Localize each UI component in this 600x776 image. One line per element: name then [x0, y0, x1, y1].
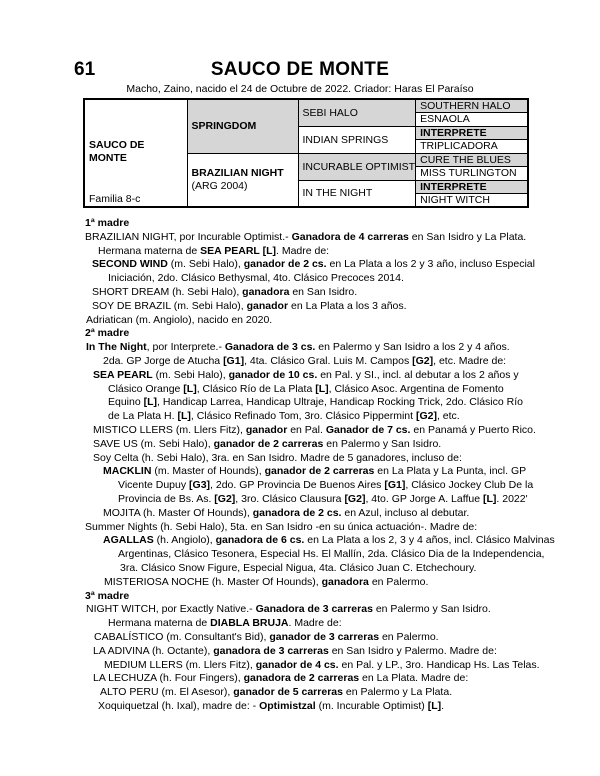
- text-segment: en Pal. y SI., incl. al debutar a los 2 años y: [317, 368, 519, 381]
- text-segment: ganadora: [321, 575, 369, 588]
- text-segment: ganador de 10 cs.: [228, 368, 318, 381]
- text-segment: . 2022': [496, 492, 528, 505]
- family-label: Familia 8-c: [89, 193, 141, 205]
- text-segment: LA LECHUZA (h. Four Fingers),: [93, 672, 244, 685]
- text-segment: (m. Master of Hounds),: [151, 465, 265, 478]
- text-segment: en Palermo y La Plata.: [342, 686, 453, 699]
- text-segment: Ganador de 7 cs.: [325, 423, 411, 436]
- pedigree-line: [85, 521, 600, 535]
- pedigree-line: [118, 548, 600, 562]
- pedigree-line: [118, 493, 600, 507]
- text-segment: , 4ta. Clásico Gral. Luis M. Campos: [244, 354, 413, 367]
- grandparent-cell: SEBI HALO: [298, 99, 416, 126]
- text-segment: , Handicap Larrea, Handicap Ultraje, Handicap Rocking Trick, 2do. Clásico Río: [157, 396, 523, 409]
- pedigree-line: [103, 465, 600, 479]
- pedigree-line: [98, 245, 600, 259]
- text-segment: SAVE US (m. Sebi Halo),: [93, 437, 214, 450]
- text-segment: . Madre de:: [288, 617, 342, 630]
- text-segment: en Palermo.: [368, 575, 429, 588]
- pedigree-text: [0, 217, 600, 714]
- text-segment: [L]: [315, 382, 329, 395]
- pedigree-line: [108, 410, 600, 424]
- text-segment: 2da. GP Jorge de Atucha: [103, 354, 224, 367]
- text-segment: BRAZILIAN NIGHT, por Incurable Optimist.-: [85, 230, 292, 243]
- text-segment: de La Plata H.: [108, 410, 178, 423]
- dam-cell: [187, 153, 298, 207]
- pedigree-line: [120, 562, 600, 576]
- grandparent-cell: IN THE NIGHT: [298, 180, 416, 207]
- text-segment: , etc.: [436, 410, 460, 423]
- pedigree-line: [85, 217, 600, 231]
- page-header: [0, 59, 600, 82]
- text-segment: , por Interprete.-: [146, 341, 225, 354]
- text-segment: AGALLAS: [103, 534, 154, 547]
- text-segment: (m. Sebi Halo),: [152, 368, 229, 381]
- grandparent-cell: INDIAN SPRINGS: [298, 126, 416, 153]
- pedigree-table: [83, 98, 529, 208]
- pedigree-line: [94, 631, 600, 645]
- pedigree-line: [103, 355, 600, 369]
- great-grandparent-cell: CURE THE BLUES: [416, 153, 528, 167]
- text-segment: en La Plata a los 2 y 3 año, incluso Especial: [326, 258, 535, 271]
- pedigree-line: [86, 314, 600, 328]
- text-segment: 3ra. Clásico Snow Figure, Especial Nigua, 4ta. Clásico Juan C. Etchechoury.: [120, 561, 477, 574]
- text-segment: Equino: [108, 396, 144, 409]
- lot-number: 61: [74, 59, 96, 80]
- dam-detail: (ARG 2004): [191, 179, 248, 192]
- pedigree-line: [100, 686, 600, 700]
- text-segment: ganadora de 6 cs.: [215, 534, 305, 547]
- pedigree-line: [93, 424, 600, 438]
- pedigree-line: [85, 590, 600, 604]
- text-segment: , 4to. GP Jorge A. Laffue: [365, 492, 483, 505]
- text-segment: , Clásico Asoc. Argentina de Fomento: [328, 382, 504, 395]
- pedigree-line: [108, 617, 600, 631]
- pedigree-line: [93, 369, 600, 383]
- pedigree-line: [104, 576, 600, 590]
- sire-cell: SPRINGDOM: [187, 99, 298, 153]
- text-segment: MEDIUM LLERS (m. Llers Fitz),: [104, 658, 256, 671]
- text-segment: Clásico Orange: [108, 382, 184, 395]
- text-segment: , Clásico Río de La Plata: [196, 382, 316, 395]
- text-segment: [L]: [177, 410, 191, 423]
- text-segment: [G2]: [214, 492, 236, 505]
- subject-name-line1: SAUCO DE: [89, 139, 145, 151]
- horse-description: Macho, Zaino, nacido el 24 de Octubre de 2022. Criador: Haras El Paraíso: [126, 83, 474, 95]
- text-segment: , 2do. GP Provincia De Buenos Aires: [210, 479, 385, 492]
- text-segment: en Palermo y San Isidro.: [323, 437, 442, 450]
- text-segment: en Palermo y San Isidro.: [372, 603, 491, 616]
- pedigree-line: [93, 645, 600, 659]
- text-segment: ganador de 2 carreras: [264, 465, 375, 478]
- pedigree-line: [85, 231, 600, 245]
- text-segment: en La Plata. Madre de:: [359, 672, 469, 685]
- text-segment: ganador de 5 carreras: [233, 686, 343, 699]
- text-segment: en Azul, incluso al debutar.: [341, 506, 470, 519]
- text-segment: 3ª madre: [85, 589, 130, 602]
- pedigree-line: [85, 327, 600, 341]
- text-segment: Iniciación, 2do. Clásico Bethysmal, 4to. Clásico Precoces 2014.: [108, 272, 404, 285]
- text-segment: (m. Incurable Optimist): [315, 699, 428, 712]
- pedigree-line: [86, 341, 600, 355]
- text-segment: Ganadora de 3 carreras: [255, 603, 373, 616]
- pedigree-line: [98, 700, 600, 714]
- text-segment: CABALÍSTICO (m. Consultant's Bid),: [94, 630, 270, 643]
- text-segment: . Madre de:: [275, 244, 330, 257]
- text-segment: SEA PEARL: [93, 368, 153, 381]
- text-segment: NIGHT WITCH, por Exactly Native.-: [86, 603, 256, 616]
- pedigree-line: [86, 603, 600, 617]
- text-segment: MACKLIN: [103, 465, 152, 478]
- pedigree-line: [92, 300, 600, 314]
- pedigree-line: [103, 534, 600, 548]
- subject-name-line2: MONTE: [89, 152, 127, 164]
- subject-cell: [84, 99, 187, 207]
- text-segment: Provincia de Bs. As.: [118, 492, 215, 505]
- text-segment: [G1]: [223, 354, 245, 367]
- text-segment: ganadora: [242, 285, 290, 298]
- page-title: SAUCO DE MONTE: [210, 59, 390, 80]
- text-segment: Argentinas, Clásico Tesonera, Especial Hs. El Mallín, 2da. Clásico Dia de la Independencia,: [118, 548, 545, 561]
- text-segment: DIABLA BRUJA: [210, 617, 289, 630]
- text-segment: en San Isidro y Palermo. Madre de:: [328, 644, 497, 657]
- text-segment: [L]: [183, 382, 197, 395]
- text-segment: (h. Angiolo),: [153, 534, 216, 547]
- pedigree-line: [103, 507, 600, 521]
- pedigree-line: [104, 659, 600, 673]
- text-segment: ganador: [246, 299, 289, 312]
- text-segment: Adriatican (m. Angiolo), nacido en 2020.: [86, 313, 273, 326]
- text-segment: ganadora de 3 carreras: [213, 644, 329, 657]
- subject-name: [89, 139, 187, 165]
- text-segment: 2ª madre: [85, 327, 130, 340]
- text-segment: ALTO PERU (m. El Asesor),: [100, 686, 234, 699]
- text-segment: 1ª madre: [85, 217, 130, 229]
- text-segment: , etc. Madre de:: [433, 354, 507, 367]
- pedigree-line: [118, 479, 600, 493]
- dam-name: BRAZILIAN NIGHT: [191, 166, 284, 179]
- text-segment: en San Isidro y La Plata.: [408, 230, 527, 243]
- great-grandparent-cell: TRIPLICADORA: [416, 140, 528, 154]
- pedigree-line: [93, 438, 600, 452]
- pedigree-line: [92, 286, 600, 300]
- text-segment: [G1]: [384, 479, 406, 492]
- text-segment: Summer Nights (h. Sebi Halo), 5ta. en San Isidro -en su única actuación-. Madre de:: [85, 520, 478, 533]
- text-segment: ganador de 2 cs.: [243, 258, 327, 271]
- grandparent-cell: INCURABLE OPTIMIST: [298, 153, 416, 180]
- text-segment: , 3ro. Clásico Clausura: [235, 492, 345, 505]
- text-segment: [G2]: [412, 354, 434, 367]
- text-segment: SHORT DREAM (h. Sebi Halo),: [92, 285, 243, 298]
- text-segment: en Palermo.: [379, 630, 439, 643]
- text-segment: [G2]: [344, 492, 366, 505]
- text-segment: en San Isidro.: [289, 285, 358, 298]
- text-segment: Hermana materna de: [98, 244, 201, 257]
- text-segment: SEA PEARL [L]: [200, 244, 276, 257]
- text-segment: Soy Celta (h. Sebi Halo), 3ra. en San Isidro. Madre de 5 ganadores, incluso de:: [93, 451, 462, 464]
- text-segment: Ganadora de 3 cs.: [224, 341, 316, 354]
- text-segment: Hermana materna de: [108, 617, 211, 630]
- great-grandparent-cell: MISS TURLINGTON: [416, 167, 528, 181]
- text-segment: en Panamá y Puerto Rico.: [410, 423, 536, 436]
- text-segment: SOY DE BRAZIL (m. Sebi Halo),: [92, 299, 247, 312]
- great-grandparent-cell: ESNAOLA: [416, 113, 528, 127]
- text-segment: Xoquiquetzal (h. Ixal), madre de: -: [98, 699, 260, 712]
- text-segment: [L]: [143, 396, 158, 409]
- text-segment: ganadora de 2 carreras: [243, 672, 360, 685]
- text-segment: , Clásico Refinado Tom, 3ro. Clásico Pippermint: [190, 410, 416, 423]
- text-segment: ganador de 2 carreras: [213, 437, 324, 450]
- pedigree-line: [108, 383, 600, 397]
- pedigree-line: [108, 396, 600, 410]
- text-segment: LA ADIVINA (h. Octante),: [93, 644, 214, 657]
- text-segment: en La Plata y La Punta, incl. GP: [374, 465, 527, 478]
- text-segment: en La Plata a los 3 años.: [288, 299, 407, 312]
- text-segment: ganadora de 2 cs.: [252, 506, 342, 519]
- text-segment: [G2]: [415, 410, 437, 423]
- text-segment: en Pal.: [287, 423, 326, 436]
- text-segment: , Clásico Jockey Club De la: [405, 479, 534, 492]
- great-grandparent-cell: INTERPRETE: [416, 126, 528, 140]
- pedigree-line: [92, 258, 600, 272]
- text-segment: ganador: [245, 423, 288, 436]
- text-segment: MISTICO LLERS (m. Llers Fitz),: [93, 423, 246, 436]
- text-segment: ganador de 3 carreras: [269, 630, 380, 643]
- text-segment: [L]: [482, 492, 497, 505]
- great-grandparent-cell: SOUTHERN HALO: [416, 99, 528, 113]
- text-segment: [G3]: [189, 479, 211, 492]
- great-grandparent-cell: NIGHT WITCH: [416, 194, 528, 208]
- text-segment: Vicente Dupuy: [118, 479, 190, 492]
- text-segment: ganador de 4 cs.: [255, 658, 339, 671]
- text-segment: In The Night: [86, 341, 147, 354]
- text-segment: [L]: [427, 699, 442, 712]
- text-segment: en Palermo y San Isidro a los 2 y 4 años.: [315, 341, 510, 354]
- text-segment: en La Plata a los 2, 3 y 4 años, incl. Clásico Malvinas: [304, 534, 555, 547]
- text-segment: (m. Sebi Halo),: [167, 258, 244, 271]
- text-segment: SECOND WIND: [92, 258, 168, 271]
- pedigree-line: [108, 272, 600, 286]
- text-segment: en Pal. y LP., 3ro. Handicap Hs. Las Telas.: [338, 658, 540, 671]
- great-grandparent-cell: INTERPRETE: [416, 180, 528, 194]
- pedigree-line: [93, 452, 600, 466]
- text-segment: Optimistzal: [259, 699, 316, 712]
- text-segment: .: [441, 699, 445, 712]
- text-segment: MOJITA (h. Master Of Hounds),: [103, 506, 253, 519]
- text-segment: MISTERIOSA NOCHE (h. Master Of Hounds),: [104, 575, 322, 588]
- pedigree-line: [93, 672, 600, 686]
- text-segment: Ganadora de 4 carreras: [291, 230, 409, 243]
